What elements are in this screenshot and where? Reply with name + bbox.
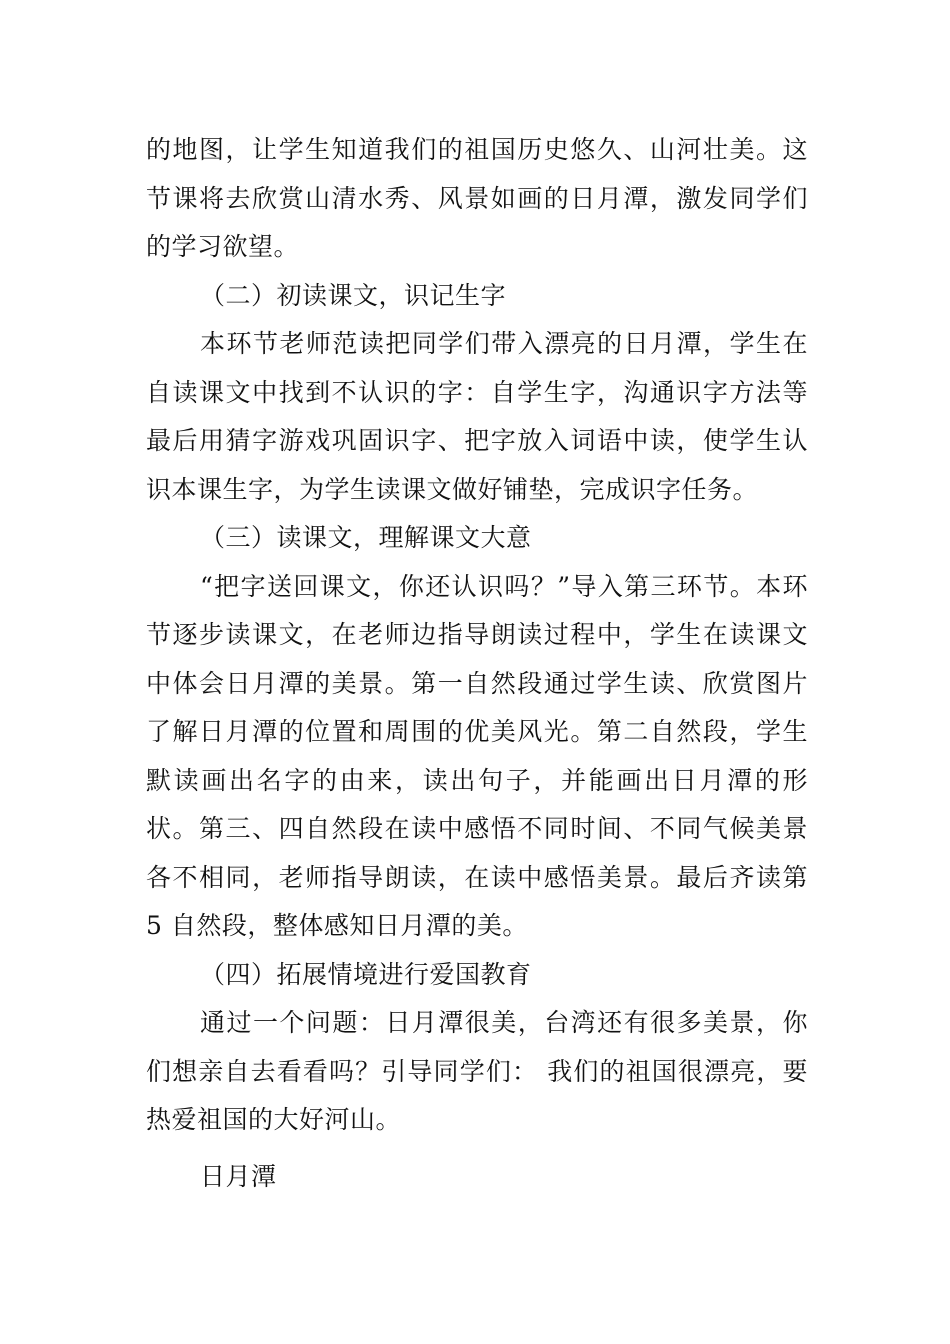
paragraph-section-4: 通过一个问题：日月潭很美，台湾还有很多美景，你们想亲自去看看吗？引导同学们： 我们的祖国很漂亮，要热爱祖国的大好河山。 <box>146 1008 808 1134</box>
section-heading-3: （三）读课文，理解课文大意 <box>200 523 532 552</box>
section-heading-2: （二）初读课文，识记生字 <box>200 280 507 310</box>
lesson-title: 日月潭 <box>200 1161 277 1191</box>
section-heading-4: （四）拓展情境进行爱国教育 <box>200 959 532 989</box>
paragraph-section-3: “把字送回课文，你还认识吗？”导入第三环节。本环节逐步读课文，在老师边指导朗读过程中，学生在读课文中体会日月潭的美景。第一自然段通过学生读、欣赏图片了解日月潭的位置和周围的优美风光。第二自然段，学生默读画出名字的由来，读出句子，并能画出日月潭的形状。第三、四自然段在读中感悟不同时间、不同气候美景各不相同，老师指导朗读，在读中感悟美景。最后齐读第 5 自然段，整体感知日月潭的美。 <box>146 571 808 940</box>
document-body <box>146 126 808 1201</box>
paragraph-continuation: 的地图，让学生知道我们的祖国历史悠久、山河壮美。这节课将去欣赏山清水秀、风景如画的日月潭，激发同学们的学习欲望。 <box>146 135 808 261</box>
paragraph-section-2: 本环节老师范读把同学们带入漂亮的日月潭，学生在自读课文中找到不认识的字：自学生字，沟通识字方法等最后用猜字游戏巩固识字、把字放入词语中读，使学生认识本课生字，为学生读课文做好铺垫，完成识字任务。 <box>146 329 808 504</box>
